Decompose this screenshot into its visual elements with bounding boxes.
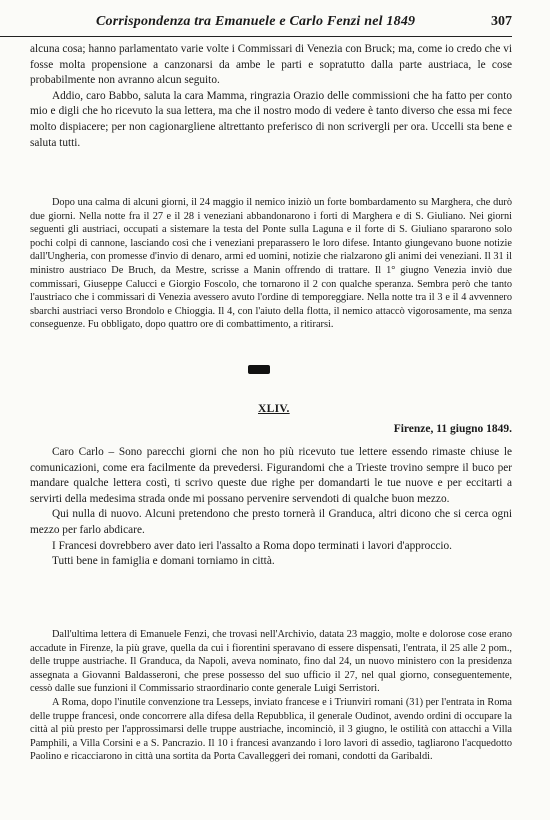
letter-paragraph: I Francesi dovrebbero aver dato ieri l'assalto a Roma dopo terminati i lavori d'approccio. xyxy=(52,539,452,552)
note-paragraph: A Roma, dopo l'inutile convenzione tra Lesseps, inviato francese e i Triunviri romani (31) per l'entrata in Roma delle truppe francesi, onde concorrere alla difesa della Repubblica, il generale Oudinot, avendo ordini di occupare la città al più presto per l'approssimarsi delle truppe austriache, incominciò, il 3 giugno, le ostilità con attacchi a Villa Pamphili, a Villa Corsini e a S. Pancrazio. Il 10 i francesi avanzando i loro lavori di assedio, tagliarono l'acquedotto Paolino e ricacciarono in città una sortita da Porta Cavalleggeri dei romani, condotti da Garibaldi. xyxy=(30,696,512,763)
letter-continuation xyxy=(30,42,512,151)
page-number: 307 xyxy=(491,14,512,29)
page-header xyxy=(0,14,512,37)
note-paragraph: Dall'ultima lettera di Emanuele Fenzi, che trovasi nell'Archivio, datata 23 maggio, molte e dolorose cose erano accadute in Firenze, la più grave, quella da cui i fiorentini speravano di essere dispensati, l'entrata, il 25 alle 2 pom., delle truppe austriache. Il Granduca, da Napoli, aveva nominato, fino dal 24, un nuovo ministero con la presidenza assegnata a Giovanni Baldasseroni, che prese possesso del suo ufficio il 27, nel qual giorno, conseguentemente, cessò dalle sue funzioni il Commissario straordinario conte generale Luigi Serristori. xyxy=(30,629,512,695)
historical-note-florence-rome xyxy=(30,628,512,764)
letter-closing-paragraph: Addio, caro Babbo, saluta la cara Mamma, ringrazia Orazio delle commissioni che ha fatto per conto mio e digli che ho ricevuto la sua lettera, ma che il nostro modo di vedere è tanto diverso che essa mi fece molto dispiacere; per non cagionargliene altrettanto preferisco di non scrivergli per ora. Uccelli sta bene e saluta tutti. xyxy=(30,89,512,149)
letter-paragraph: Tutti bene in famiglia e domani torniamo in città. xyxy=(52,555,275,568)
ink-smudge xyxy=(248,365,270,374)
letter-number: XLIV. xyxy=(258,403,290,415)
historical-note-venice xyxy=(30,196,512,332)
letter-body xyxy=(30,445,512,570)
letter-place-date: Firenze, 11 giugno 1849. xyxy=(393,423,512,435)
note-paragraph: Dopo una calma di alcuni giorni, il 24 maggio il nemico iniziò un forte bombardamento su Marghera, che durò due giorni. Nella notte fra il 27 e il 28 i veneziani abbandonarono i forti di Marghera e di S. Giuliano. Nei giorni seguenti gli austriaci, occupati a sistemare la testa del Ponte sulla Laguna e il forte di S. Giuliano spararono solo pochi colpi di cannone, lasciando così che i veneziani preparassero le loro difese. Intanto giungevano buone notizie dall'Ungheria, con promesse d'invio di denaro, armi ed uomini, notizie che rialzarono gli animi dei veneziani. Il 31 il ministro austriaco De Bruch, da Mestre, scrisse a Manin offrendo di trattare. Il 1° giugno Venezia inviò due commissari, Giuseppe Calucci e Giorgio Foscolo, che tornarono il 2 con qualche speranza. Sembra però che tanto l'austriaco che i commissari di Venezia avessero avuto l'ordine di temporeggiare. Nella notte tra il 3 e il 4 avvennero sbarchi austriaci verso Brondolo e Chioggia. Il 4, con l'aiuto della flotta, il nemico attaccò vigorosamente, ma senza conseguenze. Fu obbligato, dopo quattro ore di combattimento, a ritirarsi. xyxy=(30,197,512,331)
running-head: Corrispondenza tra Emanuele e Carlo Fenzi nel 1849 xyxy=(96,14,416,29)
letter-paragraph: alcuna cosa; hanno parlamentato varie volte i Commissari di Venezia con Bruck; ma, come io credo che vi fosse molta propensione a canzonarsi da ambe le parti e sopratutto dalla parte austriaca, le cose probabilmente non avranno alcun seguito. xyxy=(30,43,512,87)
letter-paragraph: Caro Carlo – Sono parecchi giorni che non ho più ricevuto tue lettere essendo rimaste chiuse le comunicazioni, come era facilmente da prevedersi. Figurandomi che a Trieste trovino sempre il buco per mandare qualche lettera costì, ti scrivo queste due righe per domandarti le tue nuove e per eccitarti a servirti della medesima strada onde mi possano pervenire servendoti di qualche buon mezzo. xyxy=(30,446,512,505)
letter-paragraph: Qui nulla di nuovo. Alcuni pretendono che presto tornerà il Granduca, altri dicono che si cerca ogni mezzo per farlo abdicare. xyxy=(30,508,512,536)
